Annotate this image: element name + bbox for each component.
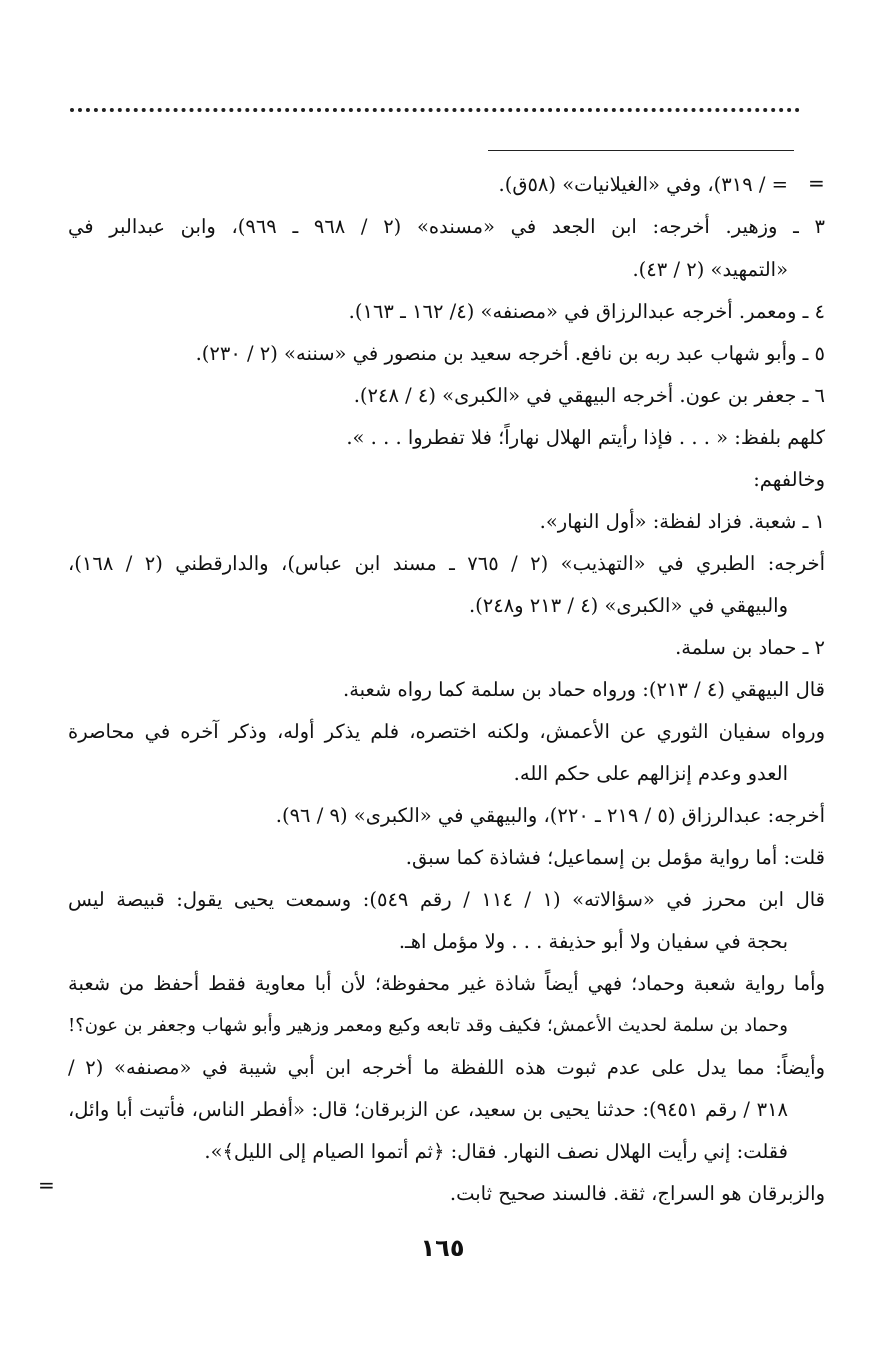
- text-line: ورواه سفيان الثوري عن الأعمش، ولكنه اختصره، فلم يذكر أوله، وذكر آخره في محاصرة: [68, 720, 825, 743]
- text-line: والبيهقي في «الكبرى» (٤ / ٢١٣ و٢٤٨).: [468, 594, 788, 617]
- text-line: وخالفهم:: [753, 468, 825, 491]
- text-line: «التمهيد» (٢ / ٤٣).: [632, 258, 788, 281]
- footnote-rule: [488, 150, 794, 151]
- text-line: ١ ـ شعبة. فزاد لفظة: «أول النهار».: [539, 510, 825, 533]
- dotted-separator: [70, 108, 800, 112]
- text-line: العدو وعدم إنزالهم على حكم الله.: [513, 762, 788, 785]
- text-line: أخرجه: الطبري في «التهذيب» (٢ / ٧٦٥ ـ مسند ابن عباس)، والدارقطني (٢ / ١٦٨)،: [68, 552, 826, 575]
- text-line: وأيضاً: مما يدل على عدم ثبوت هذه اللفظة ما أخرجه ابن أبي شيبة في «مصنفه» (٢ /: [68, 1056, 825, 1079]
- text-line: قلت: أما رواية مؤمل بن إسماعيل؛ فشاذة كما سبق.: [405, 846, 825, 869]
- text-line: فقلت: إني رأيت الهلال نصف النهار. فقال: ﴿ثم أتموا الصيام إلى الليل﴾».: [204, 1140, 788, 1163]
- text-line: ٣١٨ / رقم ٩٤٥١): حدثنا يحيى بن سعيد، عن الزبرقان؛ قال: «أفطر الناس، فأتيت أبا وائل،: [68, 1098, 789, 1121]
- text-line: وأما رواية شعبة وحماد؛ فهي أيضاً شاذة غير محفوظة؛ لأن أبا معاوية فقط أحفظ من شعبة: [68, 972, 825, 995]
- text-line: وحماد بن سلمة لحديث الأعمش؛ فكيف وقد تابعه وكيع ومعمر وزهير وأبو شهاب وجعفر بن عون؟!: [68, 1015, 788, 1036]
- text-line: ٤ ـ ومعمر. أخرجه عبدالرزاق في «مصنفه» (٤/ ١٦٢ ـ ١٦٣).: [348, 300, 825, 323]
- continuation-mark-top: =: [808, 171, 825, 195]
- text-line: أخرجه: عبدالرزاق (٥ / ٢١٩ ـ ٢٢٠)، والبيهقي في «الكبرى» (٩ / ٩٦).: [275, 804, 825, 827]
- text-line: والزبرقان هو السراج، ثقة. فالسند صحيح ثابت.: [449, 1182, 825, 1205]
- text-line: قال ابن محرز في «سؤالاته» (١ / ١١٤ / رقم ٥٤٩): وسمعت يحيى يقول: قبيصة ليس: [68, 888, 825, 911]
- text-line: ٥ ـ وأبو شهاب عبد ربه بن نافع. أخرجه سعيد بن منصور في «سننه» (٢ / ٢٣٠).: [195, 342, 825, 365]
- page-number: ١٦٥: [420, 1234, 465, 1262]
- text-line: ٣ ـ وزهير. أخرجه: ابن الجعد في «مسنده» (٢ / ٩٦٨ ـ ٩٦٩)، وابن عبدالبر في: [68, 215, 825, 238]
- text-line: بحجة في سفيان ولا أبو حذيفة . . . ولا مؤمل اهـ.: [398, 930, 788, 953]
- text-line: ٢ ـ حماد بن سلمة.: [675, 636, 825, 659]
- text-line: = / ٣١٩)، وفي «الغيلانيات» (٥٨ق).: [498, 173, 788, 196]
- continuation-mark-bottom: =: [38, 1173, 55, 1197]
- text-line: ٦ ـ جعفر بن عون. أخرجه البيهقي في «الكبرى» (٤ / ٢٤٨).: [353, 384, 825, 407]
- text-line: كلهم بلفظ: « . . . فإذا رأيتم الهلال نهاراً؛ فلا تفطروا . . . ».: [346, 426, 825, 449]
- text-line: قال البيهقي (٤ / ٢١٣): ورواه حماد بن سلمة كما رواه شعبة.: [343, 678, 825, 701]
